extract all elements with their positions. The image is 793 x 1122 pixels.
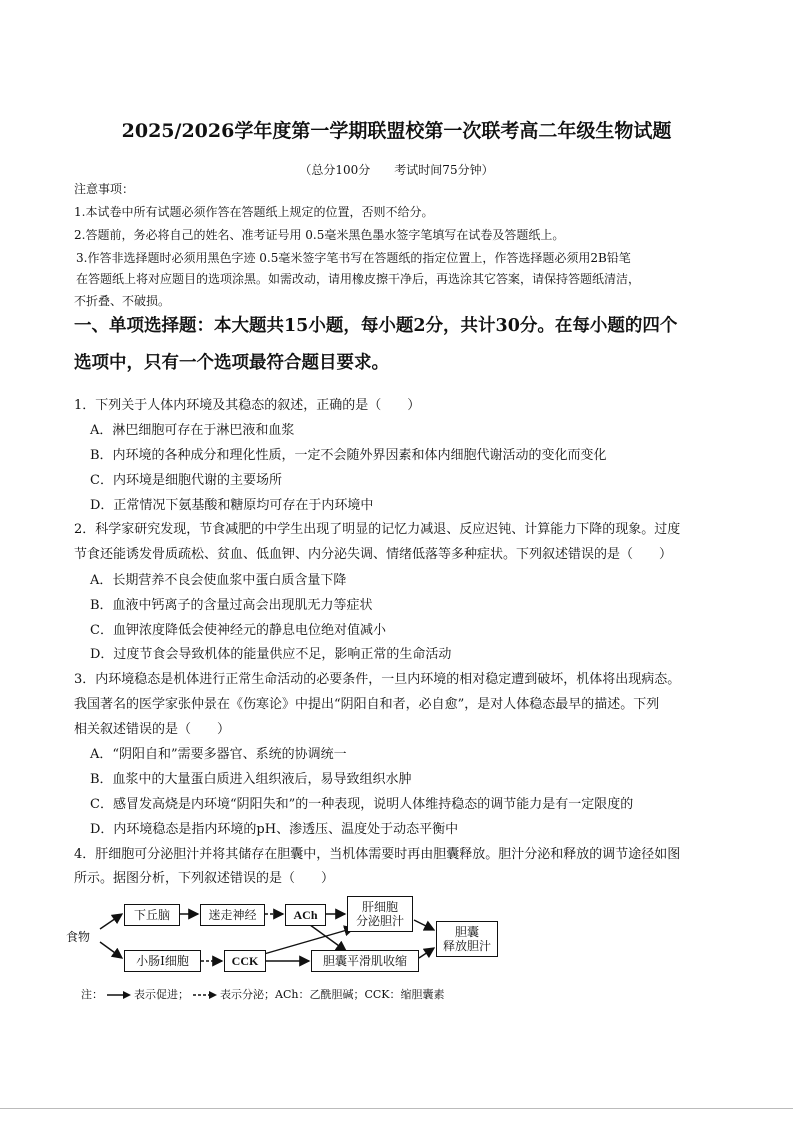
question-4-stem: 所示。据图分析，下列叙述错误的是（ ） [74, 871, 335, 886]
liver-line1: 肝细胞 [361, 900, 398, 914]
page-bottom-divider [0, 1108, 793, 1109]
notice-item: 1.本试卷中所有试题必须作答在答题纸上规定的位置，否则不给分。 [74, 205, 434, 219]
cck-box: CCK [224, 950, 266, 972]
dashed-arrow-icon [193, 991, 217, 999]
page-title: 2025/2026学年度第一学期联盟校第一次联考高二年级生物试题 [121, 120, 672, 142]
section-heading: 选项中，只有一个选项最符合题目要求。 [74, 353, 389, 373]
legend-promote: 表示促进； [134, 988, 189, 1001]
question-1-stem: 1．下列关于人体内环境及其稳态的叙述，正确的是（ ） [74, 398, 421, 413]
gall-muscle-box: 胆囊平滑肌收缩 [311, 950, 419, 972]
question-2-stem: 2．科学家研究发现，节食减肥的中学生出现了明显的记忆力减退、反应迟钝、计算能力下降的现象。过度 [74, 522, 681, 537]
notice-heading: 注意事项： [74, 182, 135, 196]
vagus-box: 迷走神经 [200, 904, 265, 926]
intestine-box: 小肠Ⅰ细胞 [124, 950, 201, 972]
question-2-stem: 节食还能诱发骨质疏松、贫血、低血钾、内分泌失调、情绪低落等多种症状。下列叙述错误的是（ ） [74, 547, 673, 562]
exam-info: （总分100分 考试时间75分钟） [299, 163, 494, 177]
question-1-option-c: C．内环境是细胞代谢的主要场所 [90, 473, 282, 488]
notice-item: 2.答题前，务必将自己的姓名、准考证号用 0.5毫米黑色墨水签字笔填写在试卷及答题纸上。 [74, 228, 565, 242]
question-4-stem: 4．肝细胞可分泌胆汁并将其储存在胆囊中，当机体需要时再由胆囊释放。胆汁分泌和释放的调节途径如图 [74, 847, 681, 862]
ach-box: ACh [285, 904, 326, 926]
question-2-option-b: B．血液中钙离子的含量过高会出现肌无力等症状 [90, 598, 373, 613]
question-2-option-c: C．血钾浓度降低会使神经元的静息电位绝对值减小 [90, 623, 386, 638]
food-label: 食物 [66, 930, 91, 944]
gallbladder-box [436, 921, 498, 957]
question-1-option-b: B．内环境的各种成分和理化性质，一定不会随外界因素和体内细胞代谢活动的变化而变化 [90, 448, 607, 463]
question-3-option-b: B．血浆中的大量蛋白质进入组织液后，易导致组织水肿 [90, 772, 412, 787]
question-3-stem: 我国著名的医学家张仲景在《伤寒论》中提出“阴阳自和者，必自愈”，是对人体稳态最早的描述。下列 [74, 697, 660, 712]
arrow-liver-gallbladder [414, 920, 434, 930]
liver-box [347, 896, 413, 932]
question-1-option-a: A．淋巴细胞可存在于淋巴液和血浆 [90, 423, 295, 438]
arrow-food-hypothalamus [100, 914, 122, 929]
bile-regulation-diagram [66, 892, 536, 1032]
question-3-option-c: C．感冒发高烧是内环境“阴阳失和”的一种表现，说明人体维持稳态的调节能力是有一定限度的 [90, 797, 634, 812]
question-1-option-d: D．正常情况下氨基酸和糖原均可存在于内环境中 [90, 498, 374, 513]
hypothalamus-box: 下丘脑 [124, 904, 180, 926]
section-heading: 一、单项选择题：本大题共15小题，每小题2分，共计30分。在每小题的四个 [74, 316, 678, 336]
arrow-gallmuscle-gallbladder [419, 948, 434, 958]
question-3-stem: 3．内环境稳态是机体进行正常生命活动的必要条件，一旦内环境的相对稳定遭到破坏，机体将出现病态。 [74, 672, 681, 687]
question-3-stem: 相关叙述错误的是（ ） [74, 722, 231, 737]
arrow-food-intestine [100, 942, 122, 958]
notice-item: 在答题纸上将对应题目的选项涂黑。如需改动，请用橡皮擦干净后，再选涂其它答案，请保持答题纸清洁， [76, 272, 641, 286]
legend-prefix: 注： [81, 988, 103, 1001]
liver-line2: 分泌胆汁 [355, 914, 404, 928]
arrow-ach-gallmuscle [306, 922, 346, 951]
question-2-option-d: D．过度节食会导致机体的能量供应不足，影响正常的生命活动 [90, 647, 452, 662]
diagram-legend [81, 986, 445, 1002]
gallbladder-line2: 释放胆汁 [442, 939, 491, 953]
notice-item: 不折叠、不破损。 [74, 294, 171, 308]
question-3-option-a: A．“阴阳自和”需要多器官、系统的协调统一 [90, 747, 347, 762]
gallbladder-line1: 胆囊 [454, 925, 479, 939]
question-2-option-a: A．长期营养不良会使血浆中蛋白质含量下降 [90, 573, 347, 588]
question-3-option-d: D．内环境稳态是指内环境的pH、渗透压、温度处于动态平衡中 [90, 822, 459, 837]
notice-item: 3.作答非选择题时必须用黑色字迹 0.5毫米签字笔书写在答题纸的指定位置上，作答选择题必须用2B铅笔 [76, 251, 631, 265]
solid-arrow-icon [107, 991, 131, 999]
legend-secrete: 表示分泌；ACh：乙酰胆碱；CCK：缩胆囊素 [220, 988, 445, 1001]
